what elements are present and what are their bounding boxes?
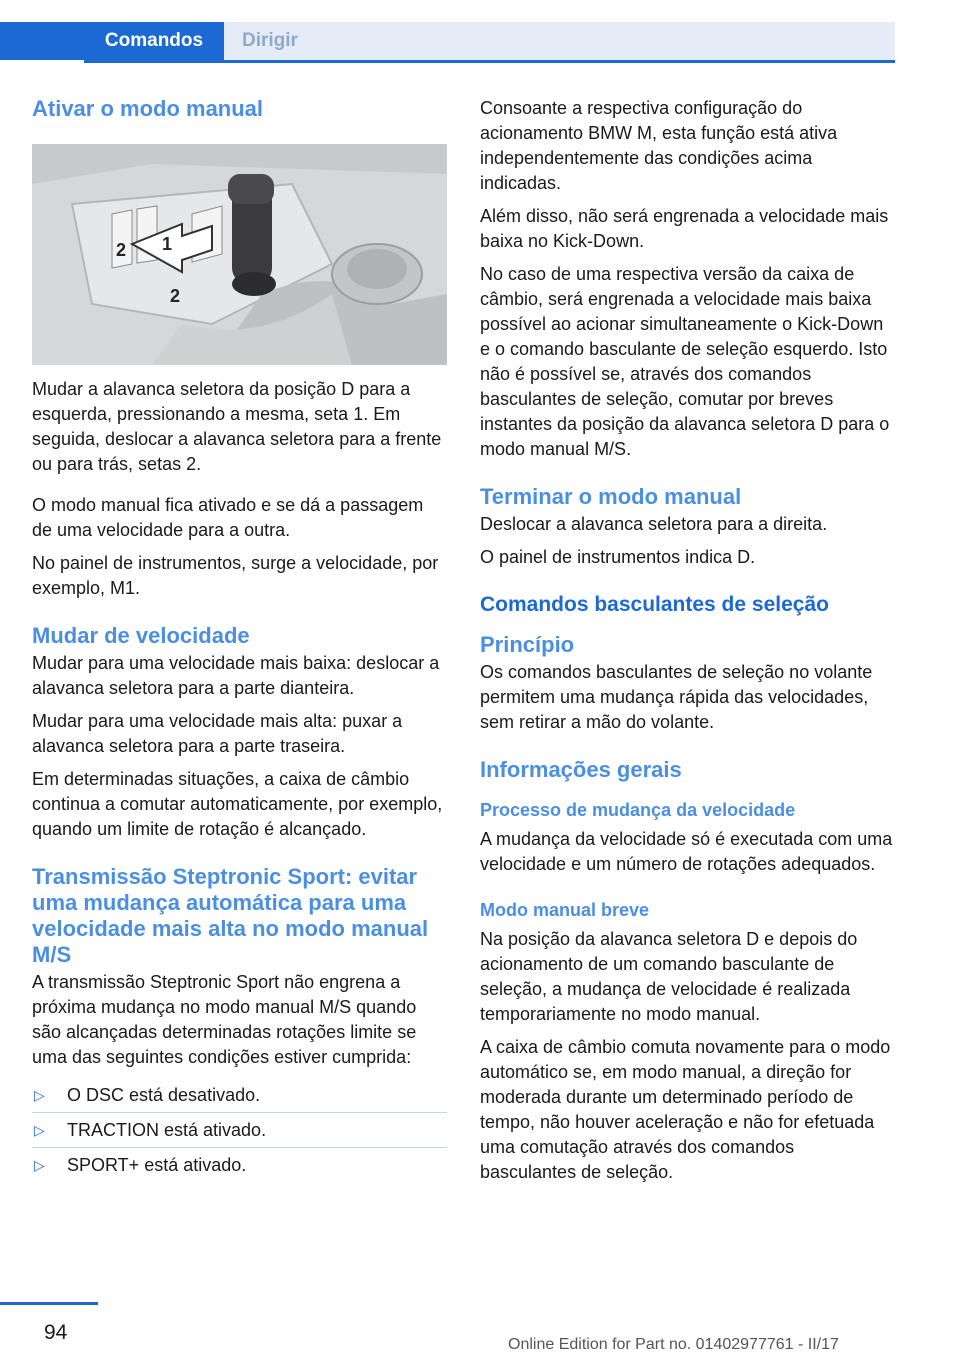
- paragraph: O painel de instrumentos indica D.: [480, 547, 756, 567]
- header-underline: [84, 60, 895, 63]
- page-number: 94: [44, 1321, 68, 1344]
- arrow-2a-label: 2: [116, 240, 127, 260]
- paragraph: A caixa de câmbio comuta novamente para o modo automático se, em modo manual, a direção for moderada durante um determinado período de tempo, não houver aceleração e não for efetuada uma comutação através dos comandos basculantes de seleção.: [480, 1037, 891, 1182]
- heading-mudar-velocidade: Mudar de velocidade: [32, 623, 250, 648]
- heading-modo-manual-breve: Modo manual breve: [480, 900, 650, 920]
- gear-selector-illustration: [32, 144, 447, 365]
- triangle-bullet-icon: ▷: [34, 1122, 45, 1138]
- conditions-list: [32, 1078, 447, 1182]
- heading-informacoes-gerais: Informações gerais: [480, 757, 682, 782]
- left-column: [32, 96, 447, 1182]
- heading-ativar-modo-manual: Ativar o modo manual: [32, 96, 264, 121]
- paragraph: Mudar para uma velocidade mais baixa: deslocar a alavanca seletora para a parte dianteira.: [32, 653, 440, 698]
- gear-selector-figure: [32, 144, 447, 365]
- tab-dirigir[interactable]: Dirigir: [224, 22, 895, 60]
- arrow-1-label: 1: [162, 234, 173, 254]
- heading-transmissao: Transmissão Steptronic Sport: evitar uma mudança automática para uma velocidade mais alta no modo manual M/S: [32, 864, 429, 967]
- header-bar: [0, 0, 895, 64]
- paragraph: Na posição da alavanca seletora D e depois do acionamento de um comando basculante de seleção, a mudança de velocidade é realizada temporariamente no modo manual.: [480, 929, 858, 1024]
- paragraph: Consoante a respectiva configuração do acionamento BMW M, esta função está ativa independentemente das condições acima indicadas.: [480, 98, 838, 193]
- header-accent: [0, 22, 84, 60]
- paragraph: A transmissão Steptronic Sport não engrena a próxima mudança no modo manual M/S quando são alcançadas determinadas rotações limite se uma das seguintes condições estiver cumprida:: [32, 972, 417, 1067]
- paragraph: A mudança da velocidade só é executada com uma velocidade e um número de rotações adequados.: [480, 829, 893, 874]
- list-item-text: SPORT+ está ativado.: [67, 1155, 247, 1175]
- edition-note: Online Edition for Part no. 01402977761 - II/17: [508, 1336, 839, 1353]
- paragraph: Deslocar a alavanca seletora para a direita.: [480, 514, 828, 534]
- paragraph: No painel de instrumentos, surge a velocidade, por exemplo, M1.: [32, 553, 439, 598]
- heading-principio: Princípio: [480, 632, 575, 657]
- heading-processo-mudanca: Processo de mudança da velocidade: [480, 800, 796, 820]
- triangle-bullet-icon: ▷: [34, 1157, 45, 1173]
- paragraph: No caso de uma respectiva versão da caixa de câmbio, será engrenada a velocidade mais baixa possível ao acionar simultaneamente o Kick-Down e o comando basculante de seleção esquerdo. Isto não é possível se, através dos comandos basculantes de seleção, comutar por breves instantes da posição da alavanca seletora D para o modo manual M/S.: [480, 264, 890, 459]
- tab-comandos[interactable]: Comandos: [84, 22, 224, 60]
- paragraph: Mudar a alavanca seletora da posição D para a esquerda, pressionando a mesma, seta 1. Em seguida, deslocar a alavanca seletora para a frente ou para trás, setas 2.: [32, 379, 442, 474]
- paragraph: Os comandos basculantes de seleção no volante permitem uma mudança rápida das velocidades, sem retirar a mão do volante.: [480, 662, 873, 732]
- paragraph: Mudar para uma velocidade mais alta: puxar a alavanca seletora para a parte traseira.: [32, 711, 403, 756]
- list-item: [32, 1078, 447, 1113]
- list-item-text: O DSC está desativado.: [67, 1085, 261, 1105]
- footer-accent: [0, 1302, 98, 1305]
- triangle-bullet-icon: ▷: [34, 1087, 45, 1103]
- list-item: [32, 1113, 447, 1148]
- arrow-2b-label: 2: [170, 286, 181, 306]
- paragraph: Além disso, não será engrenada a velocidade mais baixa no Kick-Down.: [480, 206, 889, 251]
- right-column: [480, 96, 895, 1193]
- heading-comandos-basculantes: Comandos basculantes de seleção: [480, 593, 829, 616]
- paragraph: Em determinadas situações, a caixa de câmbio continua a comutar automaticamente, por exemplo, quando um limite de rotação é alcançado.: [32, 769, 443, 839]
- heading-terminar-modo-manual: Terminar o modo manual: [480, 484, 742, 509]
- list-item: [32, 1148, 447, 1182]
- list-item-text: TRACTION está ativado.: [67, 1120, 267, 1140]
- paragraph: O modo manual fica ativado e se dá a passagem de uma velocidade para a outra.: [32, 495, 424, 540]
